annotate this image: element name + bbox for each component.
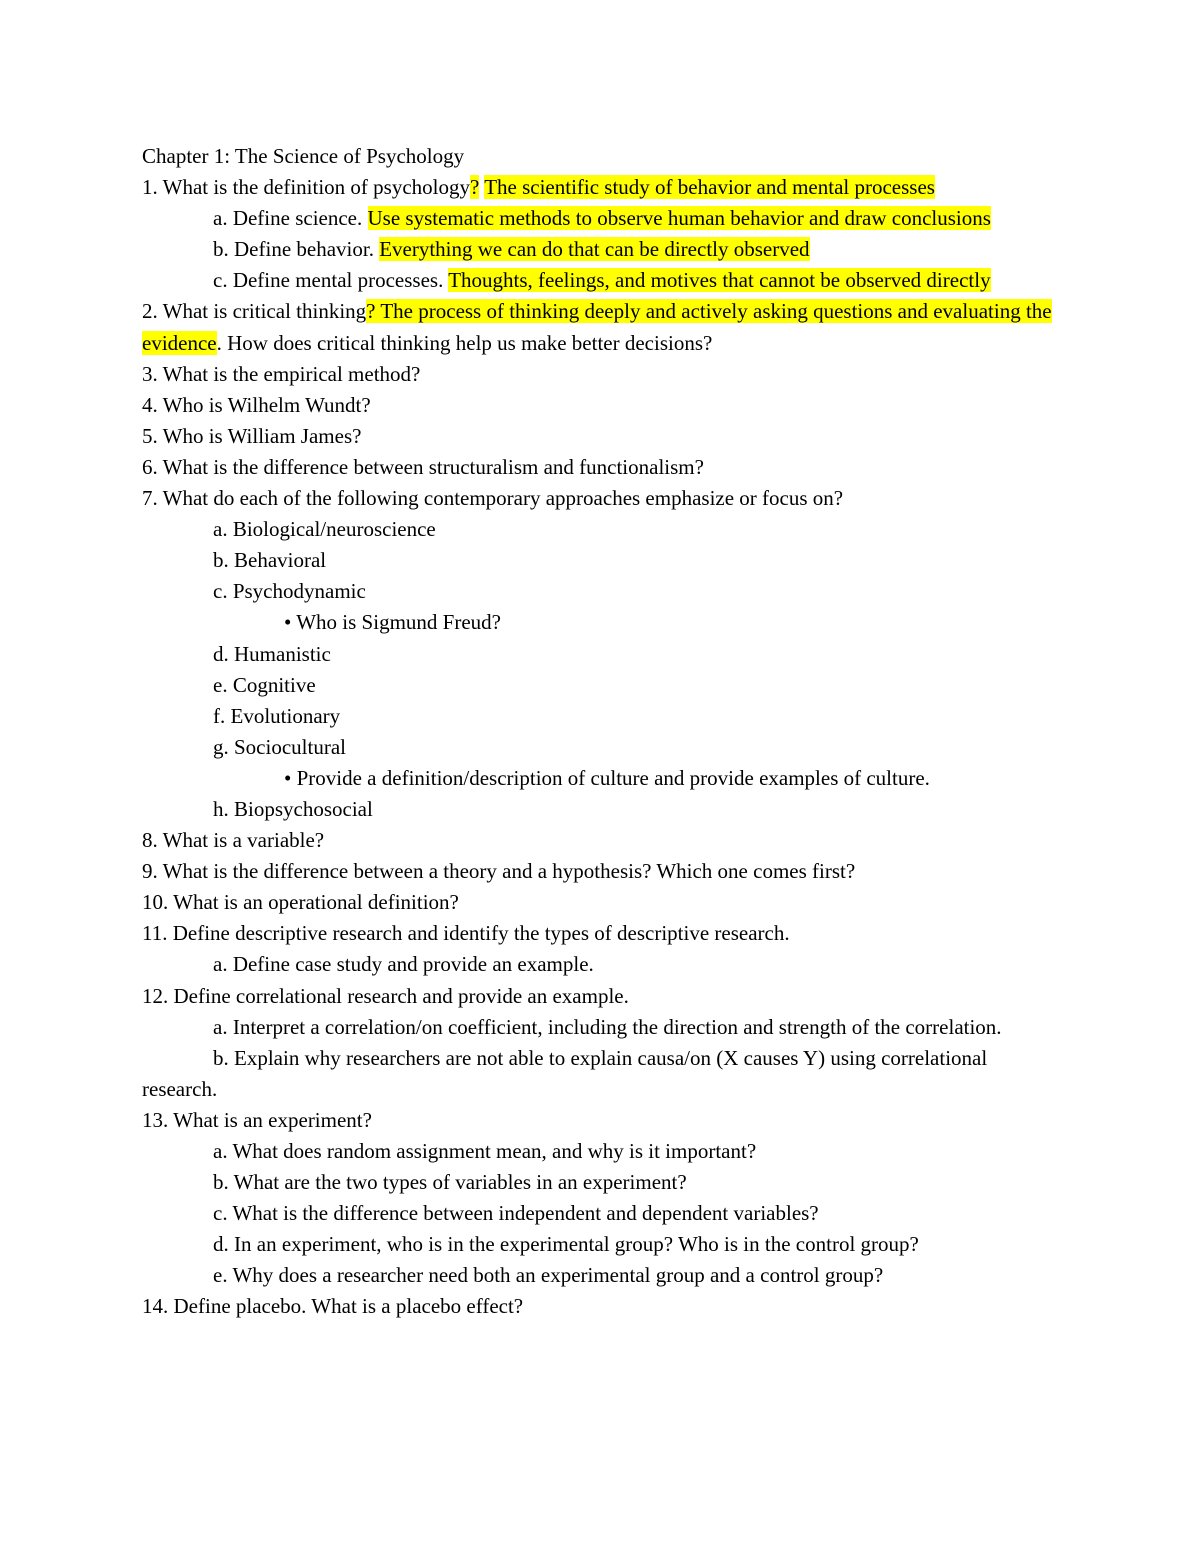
question-10: 10. What is an operational definition? bbox=[142, 890, 459, 915]
question-1a-answer: Use systematic methods to observe human behavior and draw conclusions bbox=[367, 206, 991, 231]
question-13e: e. Why does a researcher need both an experimental group and a control group? bbox=[213, 1263, 884, 1288]
question-7g: g. Sociocultural bbox=[213, 734, 346, 759]
question-3: 3. What is the empirical method? bbox=[142, 361, 421, 386]
question-4: 4. Who is Wilhelm Wundt? bbox=[142, 392, 371, 417]
question-1c bbox=[142, 265, 1052, 296]
question-13: 13. What is an experiment? bbox=[142, 1107, 372, 1132]
question-1a bbox=[142, 203, 1052, 234]
chapter-title: Chapter 1: The Science of Psychology bbox=[142, 144, 465, 168]
question-7e: e. Cognitive bbox=[213, 672, 316, 697]
question-1-mark: ? bbox=[469, 175, 480, 200]
question-7g-bullet: • Provide a definition/description of culture and provide examples of culture. bbox=[284, 765, 930, 790]
question-12b: b. Explain why researchers are not able to explain causa/on (X causes Y) using correlational research. bbox=[142, 1045, 988, 1101]
question-1b-answer: Everything we can do that can be directly observed bbox=[379, 237, 810, 262]
question-1-answer: The scientific study of behavior and mental processes bbox=[484, 175, 935, 200]
question-7b: b. Behavioral bbox=[213, 548, 327, 573]
question-5: 5. Who is William James? bbox=[142, 423, 362, 448]
question-14: 14. Define placebo. What is a placebo effect? bbox=[142, 1294, 524, 1319]
question-13a: a. What does random assignment mean, and why is it important? bbox=[213, 1139, 757, 1163]
question-2 bbox=[142, 296, 1052, 358]
question-2-mark: ? bbox=[366, 299, 376, 324]
question-7d: d. Humanistic bbox=[213, 641, 331, 666]
question-11: 11. Define descriptive research and identify the types of descriptive research. bbox=[142, 921, 790, 946]
question-9: 9. What is the difference between a theory and a hypothesis? Which one comes first? bbox=[142, 859, 856, 884]
question-1 bbox=[142, 172, 1052, 203]
question-1c-answer: Thoughts, feelings, and motives that cannot be observed directly bbox=[448, 268, 991, 293]
question-1b-text: b. Define behavior. bbox=[213, 237, 380, 262]
question-13c: c. What is the difference between independent and dependent variables? bbox=[213, 1201, 819, 1226]
question-7f: f. Evolutionary bbox=[213, 703, 341, 728]
question-7c-bullet: • Who is Sigmund Freud? bbox=[284, 610, 501, 635]
question-11a: a. Define case study and provide an example. bbox=[213, 952, 594, 977]
question-7c: c. Psychodynamic bbox=[213, 579, 366, 604]
question-2-followup: . How does critical thinking help us make better decisions? bbox=[216, 330, 713, 355]
question-1a-text: a. Define science. bbox=[213, 206, 368, 231]
question-2-text: 2. What is critical thinking bbox=[142, 299, 367, 324]
question-1c-text: c. Define mental processes. bbox=[213, 268, 449, 293]
question-6: 6. What is the difference between structuralism and functionalism? bbox=[142, 454, 704, 479]
question-12a: a. Interpret a correlation/on coefficient, including the direction and strength of the correlation. bbox=[213, 1014, 1002, 1039]
question-1-text: 1. What is the definition of psychology bbox=[142, 175, 470, 200]
question-1b bbox=[142, 234, 1052, 265]
question-7h: h. Biopsychosocial bbox=[213, 796, 373, 821]
question-13b: b. What are the two types of variables in an experiment? bbox=[213, 1170, 687, 1195]
question-7a: a. Biological/neuroscience bbox=[213, 517, 436, 542]
question-2-answer: The process of thinking deeply and actively asking questions and evaluating the evidence bbox=[142, 299, 1052, 355]
question-12: 12. Define correlational research and provide an example. bbox=[142, 983, 629, 1008]
question-8: 8. What is a variable? bbox=[142, 828, 325, 853]
question-13d: d. In an experiment, who is in the experimental group? Who is in the control group? bbox=[213, 1232, 919, 1257]
question-7: 7. What do each of the following contemporary approaches emphasize or focus on? bbox=[142, 486, 844, 511]
study-guide-body bbox=[142, 141, 1052, 1323]
